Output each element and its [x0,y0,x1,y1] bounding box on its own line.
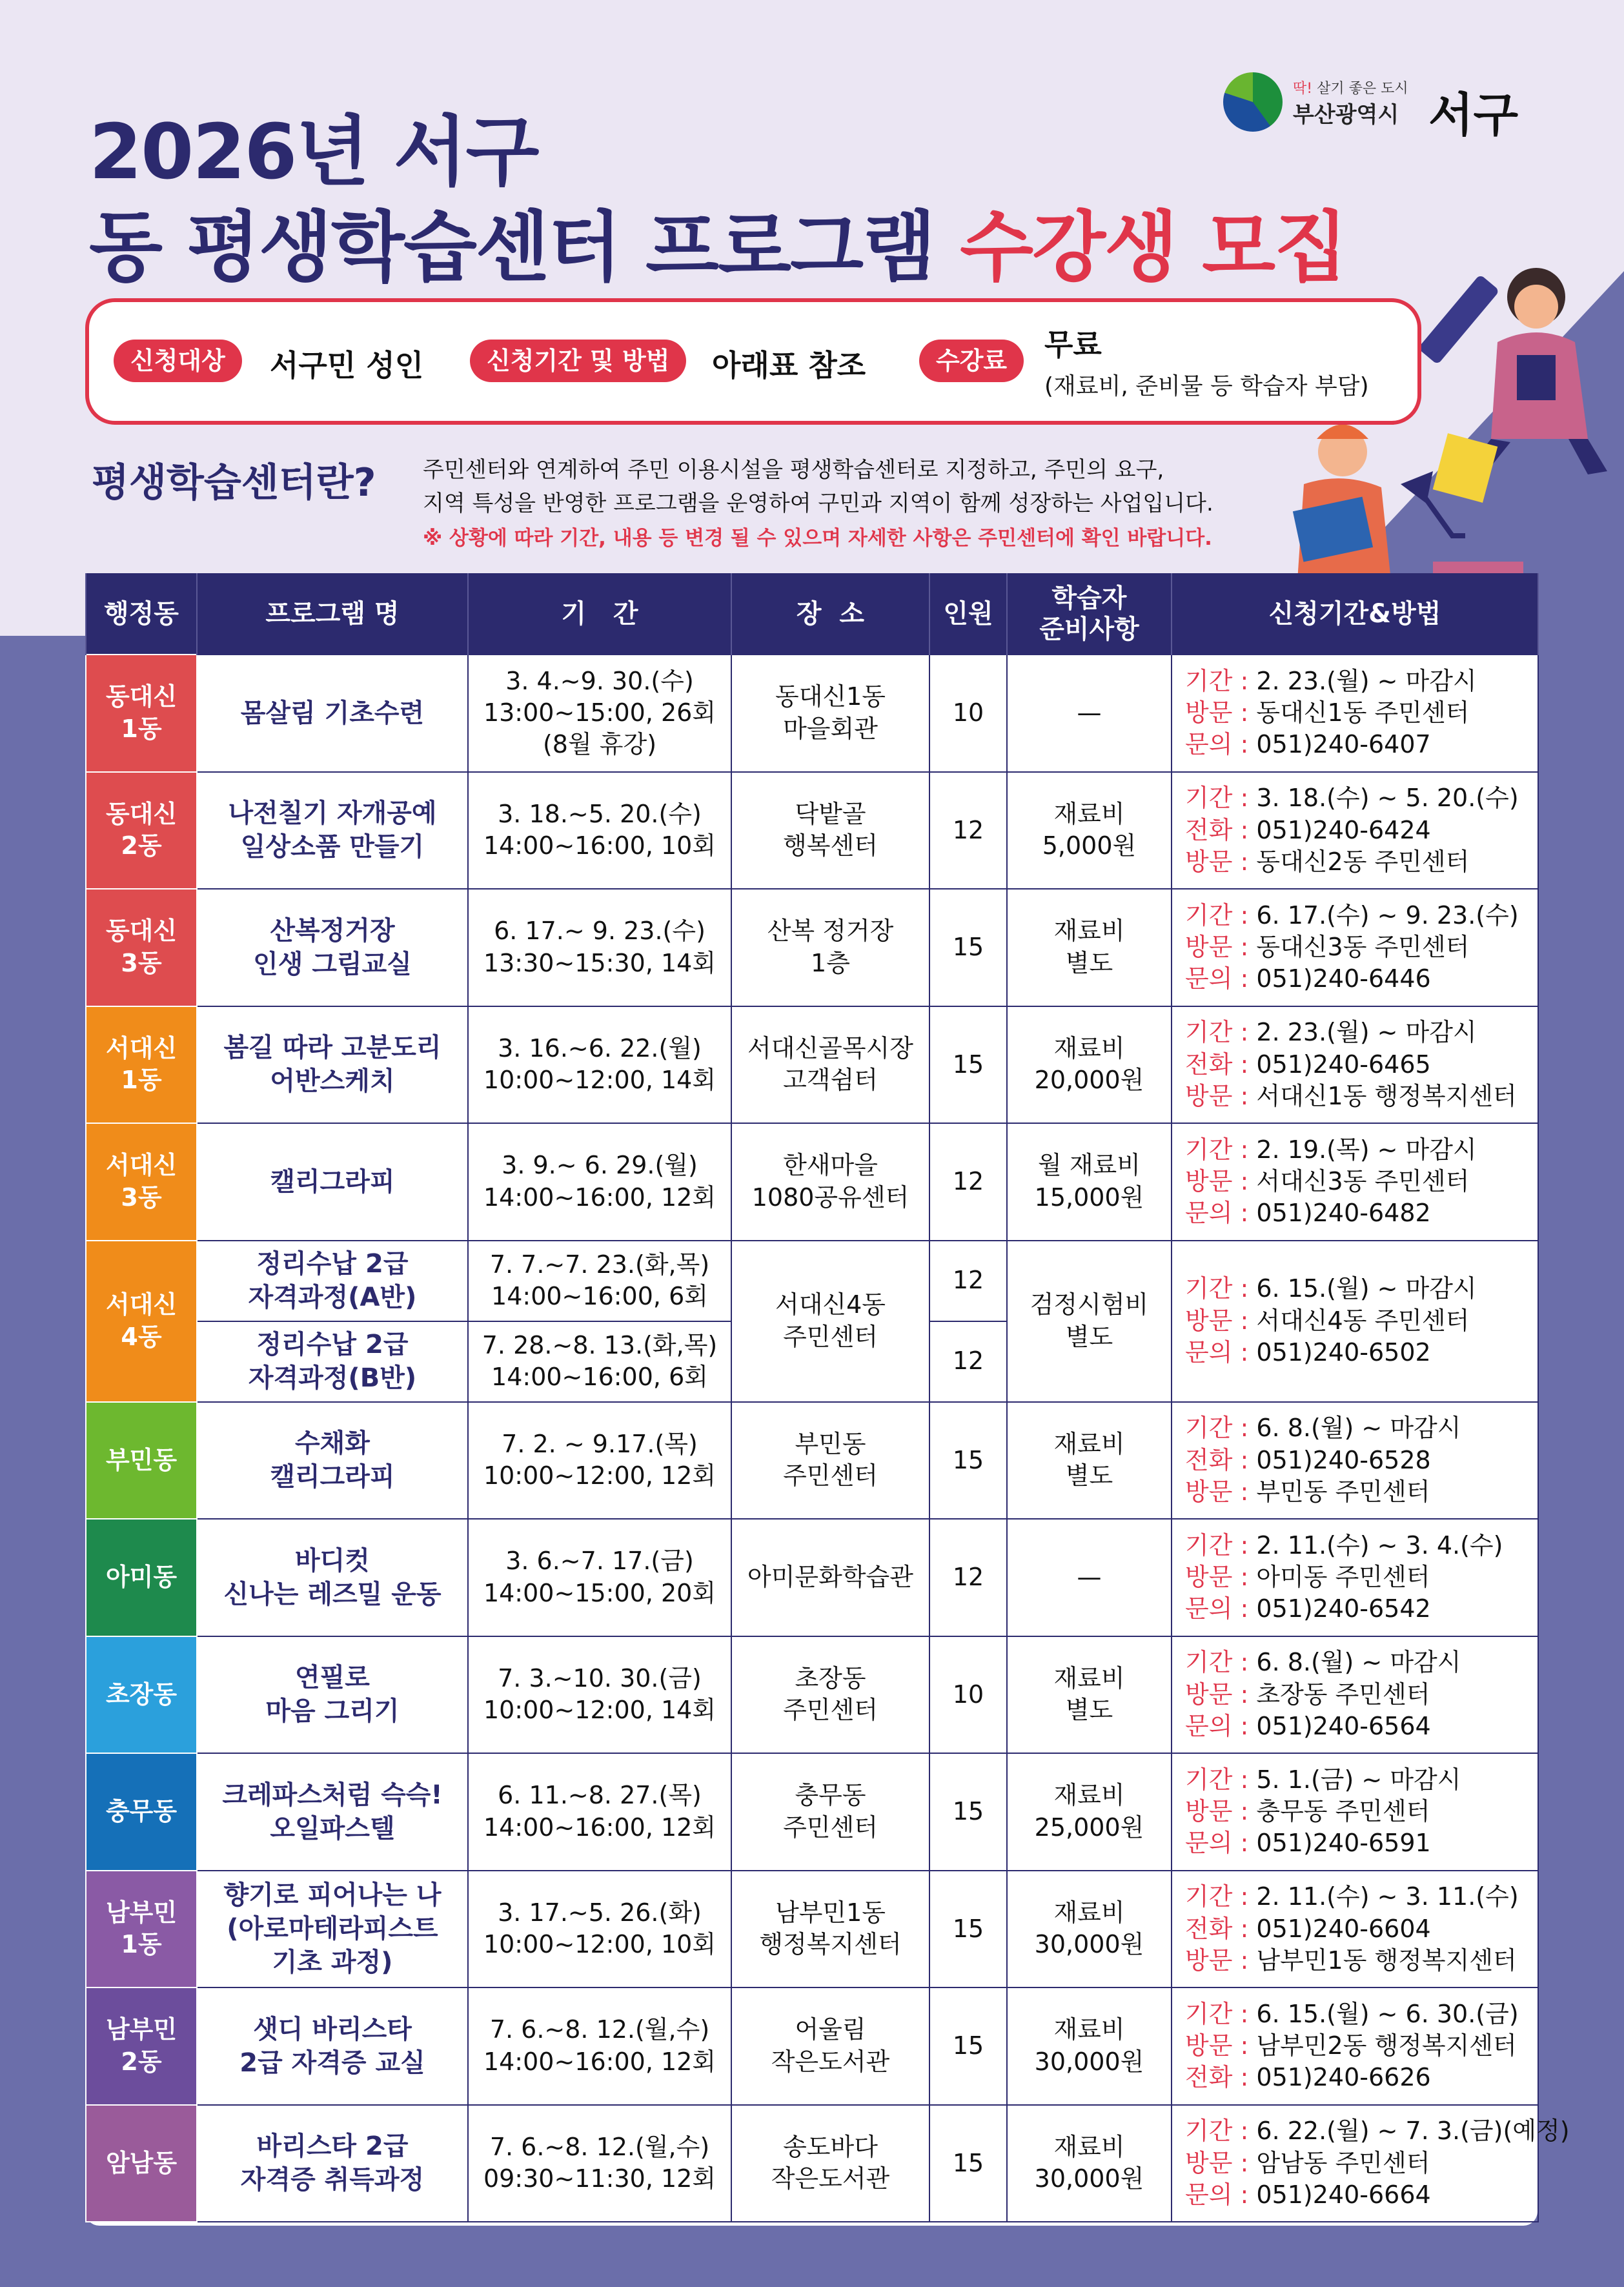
apply-line [1185,1305,1538,1337]
fee-pill: 수강료 [919,340,1024,382]
apply-value: 051)240-6528 [1256,1445,1431,1474]
apply-value: 051)240-6664 [1256,2180,1431,2209]
apply-label: 기간 : [1185,1414,1257,1443]
apply-cell [1172,1402,1538,1520]
dong-cell: 아미동 [86,1519,197,1636]
period-cell: 7. 28.~8. 13.(화,목) 14:00~16:00, 6회 [468,1321,731,1402]
dong-cell: 남부민 2동 [86,1987,197,2105]
program-cell: 크레파스처럼 슥슥! 오일파스텔 [197,1753,468,1871]
table-row [86,1519,1538,1636]
program-cell: 정리수납 2급 자격과정(A반) [197,1241,468,1321]
apply-cell [1172,1006,1538,1124]
place-cell: 닥밭골 행복센터 [731,772,929,889]
apply-line [1185,1476,1538,1508]
apply-line [1185,782,1538,814]
apply-line [1185,697,1538,729]
apply-label: 방문 : [1185,1797,1257,1826]
apply-line [1185,1530,1538,1561]
apply-value: 051)240-6591 [1256,1829,1431,1858]
apply-value: 051)240-6564 [1256,1711,1431,1740]
table-row [86,1871,1538,1988]
apply-line [1185,2148,1538,2179]
apply-line [1185,1593,1538,1625]
apply-label: 방문 : [1185,2148,1257,2177]
period-pill: 신청기간 및 방법 [470,340,686,382]
apply-value: 암남동 주민센터 [1256,2148,1430,2177]
period-cell: 7. 7.~7. 23.(화,목) 14:00~16:00, 6회 [468,1241,731,1321]
period-cell: 7. 2. ~ 9.17.(목) 10:00~12:00, 12회 [468,1402,731,1520]
place-cell: 동대신1동 마을회관 [731,655,929,772]
count-cell: 10 [929,1636,1007,1754]
apply-label: 전화 : [1185,815,1257,844]
apply-line [1185,1166,1538,1197]
apply-line [1185,1081,1538,1112]
apply-value: 051)240-6502 [1256,1338,1431,1367]
apply-line [1185,1647,1538,1678]
table-header-row [86,573,1538,655]
apply-line [1185,1945,1538,1977]
apply-label: 기간 : [1185,1018,1257,1047]
apply-label: 문의 : [1185,730,1257,759]
table-row [86,1636,1538,1754]
apply-line [1185,846,1538,878]
program-cell: 샛디 바리스타 2급 자격증 교실 [197,1987,468,2105]
prep-cell: 재료비 별도 [1007,1636,1172,1754]
program-cell: 캘리그라피 [197,1123,468,1241]
period-cell: 3. 17.~5. 26.(화) 10:00~12:00, 10회 [468,1871,731,1988]
dong-cell: 부민동 [86,1402,197,1520]
apply-value: 6. 8.(월) ~ 마감시 [1256,1414,1461,1443]
fee-value: 무료 [1044,327,1102,362]
header-period: 기 간 [468,573,731,655]
apply-value: 6. 8.(월) ~ 마감시 [1256,1648,1461,1677]
apply-line [1185,1561,1538,1593]
prep-cell: 월 재료비 15,000원 [1007,1123,1172,1241]
apply-label: 방문 : [1185,1167,1257,1196]
apply-label: 기간 : [1185,1648,1257,1677]
count-cell: 12 [929,1519,1007,1636]
apply-line [1185,1134,1538,1166]
apply-line [1185,1049,1538,1081]
count-cell: 15 [929,1753,1007,1871]
logo-gu: 서구 [1428,88,1519,142]
table-body [86,655,1570,2222]
apply-label: 방문 : [1185,2031,1257,2060]
apply-value: 6. 22.(월) ~ 7. 3.(금)(예정) [1256,2117,1570,2146]
table-row [86,2105,1538,2222]
apply-cell [1172,1636,1538,1754]
apply-label: 전화 : [1185,1914,1257,1943]
dong-cell: 동대신 1동 [86,655,197,772]
header-prep: 학습자 준비사항 [1007,573,1172,655]
period-cell: 3. 4.~9. 30.(수) 13:00~15:00, 26회 (8월 휴강) [468,655,731,772]
apply-cell [1172,889,1538,1006]
logo-slogan-accent: 딱! [1293,81,1313,97]
dong-cell: 서대신 3동 [86,1123,197,1241]
place-cell: 남부민1동 행정복지센터 [731,1871,929,1988]
apply-line [1185,1337,1538,1368]
apply-label: 문의 : [1185,1338,1257,1367]
dong-cell: 충무동 [86,1753,197,1871]
prep-cell: 재료비 30,000원 [1007,1987,1172,2105]
apply-line [1185,1913,1538,1945]
seogu-logo [1223,72,1546,142]
count-cell: 12 [929,1241,1007,1321]
apply-label: 전화 : [1185,1445,1257,1474]
target-value: 서구민 성인 [270,348,424,383]
title-main: 동 평생학습센터 프로그램 [89,203,960,292]
apply-cell [1172,772,1538,889]
place-cell: 송도바다 작은도서관 [731,2105,929,2222]
apply-value: 051)240-6407 [1256,730,1431,759]
dong-cell: 암남동 [86,2105,197,2222]
apply-value: 3. 18.(수) ~ 5. 20.(수) [1256,784,1519,813]
apply-label: 기간 : [1185,2117,1257,2146]
apply-label: 방문 : [1185,1946,1257,1975]
apply-label: 방문 : [1185,1306,1257,1335]
apply-label: 문의 : [1185,1199,1257,1228]
apply-value: 아미동 주민센터 [1256,1563,1430,1592]
header-place: 장 소 [731,573,929,655]
apply-cell [1172,1123,1538,1241]
dong-cell: 남부민 1동 [86,1871,197,1988]
count-cell: 15 [929,1402,1007,1520]
apply-value: 부민동 주민센터 [1256,1477,1430,1506]
apply-label: 기간 : [1185,1530,1257,1560]
dong-cell: 초장동 [86,1636,197,1754]
apply-label: 문의 : [1185,1594,1257,1623]
place-cell: 아미문화학습관 [731,1519,929,1636]
apply-value: 051)240-6465 [1256,1050,1431,1079]
period-cell: 3. 18.~5. 20.(수) 14:00~16:00, 10회 [468,772,731,889]
apply-label: 문의 : [1185,2180,1257,2209]
apply-label: 방문 : [1185,1081,1257,1110]
apply-line [1185,1445,1538,1476]
period-cell: 6. 11.~8. 27.(목) 14:00~16:00, 12회 [468,1753,731,1871]
dong-cell: 동대신 2동 [86,772,197,889]
apply-line [1185,1197,1538,1229]
apply-value: 051)240-6542 [1256,1594,1431,1623]
apply-line [1185,1017,1538,1048]
count-cell: 15 [929,2105,1007,2222]
header-count: 인원 [929,573,1007,655]
intro-note: ※ 상황에 따라 기간, 내용 등 변경 될 수 있으며 자세한 사항은 주민센터에 확인 바랍니다. [423,527,1212,550]
intro-line1: 주민센터와 연계하여 주민 이용시설을 평생학습센터로 지정하고, 주민의 요구, [423,457,1164,483]
apply-line [1185,1827,1538,1859]
intro-heading: 평생학습센터란? [92,460,376,505]
period-cell: 3. 9.~ 6. 29.(월) 14:00~16:00, 12회 [468,1123,731,1241]
apply-line [1185,900,1538,931]
prep-cell: 재료비 30,000원 [1007,2105,1172,2222]
table-row [86,1987,1538,2105]
apply-value: 051)240-6604 [1256,1914,1431,1943]
prep-cell: 재료비 별도 [1007,889,1172,1006]
apply-label: 문의 : [1185,1711,1257,1740]
place-cell: 충무동 주민센터 [731,1753,929,1871]
apply-line [1185,1764,1538,1796]
apply-value: 6. 15.(월) ~ 마감시 [1256,1274,1477,1303]
apply-label: 기간 : [1185,900,1257,930]
apply-label: 기간 : [1185,784,1257,813]
apply-cell [1172,1241,1538,1402]
period-cell: 3. 16.~6. 22.(월) 10:00~12:00, 14회 [468,1006,731,1124]
apply-label: 방문 : [1185,698,1257,727]
apply-label: 기간 : [1185,1274,1257,1303]
logo-slogan-text: 살기 좋은 도시 [1312,81,1408,97]
apply-label: 기간 : [1185,666,1257,695]
apply-label: 방문 : [1185,847,1257,876]
apply-label: 전화 : [1185,2063,1257,2092]
target-pill: 신청대상 [114,340,242,382]
program-cell: 산복정거장 인생 그림교실 [197,889,468,1006]
apply-cell [1172,1753,1538,1871]
header-dong: 행정동 [86,573,197,655]
apply-label: 기간 : [1185,1882,1257,1911]
page-title-line2 [89,186,1346,296]
apply-value: 051)240-6482 [1256,1199,1431,1228]
apply-value: 6. 17.(수) ~ 9. 23.(수) [1256,900,1519,930]
table-row [86,1241,1538,1321]
count-cell: 12 [929,1123,1007,1241]
apply-value: 초장동 주민센터 [1256,1680,1430,1709]
apply-label: 방문 : [1185,1680,1257,1709]
apply-label: 문의 : [1185,1829,1257,1858]
apply-line [1185,666,1538,697]
table-row [86,772,1538,889]
count-cell: 15 [929,1871,1007,1988]
apply-line [1185,1796,1538,1827]
period-cell: 7. 3.~10. 30.(금) 10:00~12:00, 14회 [468,1636,731,1754]
place-cell: 서대신4동 주민센터 [731,1241,929,1402]
apply-line [1185,815,1538,846]
apply-line [1185,2179,1538,2211]
apply-value: 5. 1.(금) ~ 마감시 [1256,1765,1461,1794]
period-value: 아래표 참조 [712,348,866,383]
table-row [86,1123,1538,1241]
program-table [85,573,1570,2226]
place-cell: 어울림 작은도서관 [731,1987,929,2105]
period-cell: 3. 6.~7. 17.(금) 14:00~15:00, 20회 [468,1519,731,1636]
title-accent: 수강생 모집 [960,203,1347,292]
prep-cell: 재료비 30,000원 [1007,1871,1172,1988]
apply-line [1185,2115,1570,2147]
apply-label: 기간 : [1185,1135,1257,1164]
apply-line [1185,2062,1538,2093]
apply-line [1185,2030,1538,2062]
apply-value: 남부민1동 행정복지센터 [1256,1946,1517,1975]
count-cell: 12 [929,1321,1007,1402]
prep-cell: 재료비 20,000원 [1007,1006,1172,1124]
table-row [86,1753,1538,1871]
place-cell: 산복 정거장 1층 [731,889,929,1006]
prep-cell: 검정시험비 별도 [1007,1241,1172,1402]
info-box [85,298,1421,425]
intro-line2: 지역 특성을 반영한 프로그램을 운영하여 구민과 지역이 함께 성장하는 사업입니다. [423,491,1213,516]
apply-line [1185,931,1538,963]
apply-value: 051)240-6626 [1256,2063,1431,2092]
apply-value: 6. 15.(월) ~ 6. 30.(금) [1256,1999,1519,2028]
logo-city: 부산광역시 [1293,102,1399,128]
prep-cell: — [1007,1519,1172,1636]
apply-cell [1172,1871,1538,1988]
dong-cell: 동대신 3동 [86,889,197,1006]
logo-slogan [1293,77,1408,97]
apply-label: 기간 : [1185,1999,1257,2028]
period-cell: 6. 17.~ 9. 23.(수) 13:30~15:30, 14회 [468,889,731,1006]
place-cell: 서대신골목시장 고객쉼터 [731,1006,929,1124]
apply-cell [1172,1987,1538,2105]
apply-line [1185,1273,1538,1305]
apply-cell [1172,2105,1570,2222]
page-title-line1: 2026년 서구 [89,107,538,196]
apply-cell [1172,655,1538,772]
apply-label: 방문 : [1185,1477,1257,1506]
apply-value: 서대신3동 주민센터 [1256,1167,1470,1196]
apply-line [1185,1881,1538,1913]
dong-cell: 서대신 4동 [86,1241,197,1402]
apply-value: 동대신3동 주민센터 [1256,933,1470,962]
apply-value: 2. 23.(월) ~ 마감시 [1256,666,1477,695]
period-cell: 7. 6.~8. 12.(월,수) 14:00~16:00, 12회 [468,1987,731,2105]
apply-label: 방문 : [1185,1563,1257,1592]
logo-mark-icon [1223,72,1283,132]
table-row [86,1402,1538,1520]
count-cell: 12 [929,772,1007,889]
fee-note: (재료비, 준비물 등 학습자 부담) [1044,373,1369,400]
period-cell: 7. 6.~8. 12.(월,수) 09:30~11:30, 12회 [468,2105,731,2222]
program-cell: 수채화 캘리그라피 [197,1402,468,1520]
program-cell: 향기로 피어나는 나 (아로마테라피스트 기초 과정) [197,1871,468,1988]
apply-line [1185,1412,1538,1444]
program-cell: 정리수납 2급 자격과정(B반) [197,1321,468,1402]
program-cell: 바디컷 신나는 레즈밀 운동 [197,1519,468,1636]
table-row [86,889,1538,1006]
apply-value: 2. 23.(월) ~ 마감시 [1256,1018,1477,1047]
prep-cell: 재료비 25,000원 [1007,1753,1172,1871]
program-cell: 몸살림 기초수련 [197,655,468,772]
apply-value: 남부민2동 행정복지센터 [1256,2031,1517,2060]
count-cell: 15 [929,889,1007,1006]
program-cell: 연필로 마음 그리기 [197,1636,468,1754]
table-row [86,655,1538,772]
apply-label: 방문 : [1185,933,1257,962]
prep-cell: — [1007,655,1172,772]
apply-label: 전화 : [1185,1050,1257,1079]
apply-line [1185,1679,1538,1711]
apply-line [1185,1711,1538,1742]
apply-value: 2. 19.(목) ~ 마감시 [1256,1135,1477,1164]
count-cell: 15 [929,1006,1007,1124]
header-program: 프로그램 명 [197,573,468,655]
apply-cell [1172,1519,1538,1636]
apply-value: 동대신2동 주민센터 [1256,847,1470,876]
prep-cell: 재료비 5,000원 [1007,772,1172,889]
apply-value: 2. 11.(수) ~ 3. 11.(수) [1256,1882,1519,1911]
table-row [86,1006,1538,1124]
program-cell: 봄길 따라 고분도리 어반스케치 [197,1006,468,1124]
apply-line [1185,729,1538,760]
apply-value: 서대신1동 행정복지센터 [1256,1081,1517,1110]
apply-value: 동대신1동 주민센터 [1256,698,1470,727]
apply-value: 서대신4동 주민센터 [1256,1306,1470,1335]
count-cell: 15 [929,1987,1007,2105]
place-cell: 부민동 주민센터 [731,1402,929,1520]
apply-value: 2. 11.(수) ~ 3. 4.(수) [1256,1530,1503,1560]
program-cell: 바리스타 2급 자격증 취득과정 [197,2105,468,2222]
apply-value: 충무동 주민센터 [1256,1797,1430,1826]
apply-value: 051)240-6446 [1256,964,1431,993]
prep-cell: 재료비 별도 [1007,1402,1172,1520]
place-cell: 초장동 주민센터 [731,1636,929,1754]
apply-line [1185,1998,1538,2030]
place-cell: 한새마을 1080공유센터 [731,1123,929,1241]
header-apply: 신청기간&방법 [1172,573,1538,655]
program-cell: 나전칠기 자개공예 일상소품 만들기 [197,772,468,889]
count-cell: 10 [929,655,1007,772]
apply-line [1185,963,1538,995]
dong-cell: 서대신 1동 [86,1006,197,1124]
apply-value: 051)240-6424 [1256,815,1431,844]
apply-label: 기간 : [1185,1765,1257,1794]
apply-label: 문의 : [1185,964,1257,993]
